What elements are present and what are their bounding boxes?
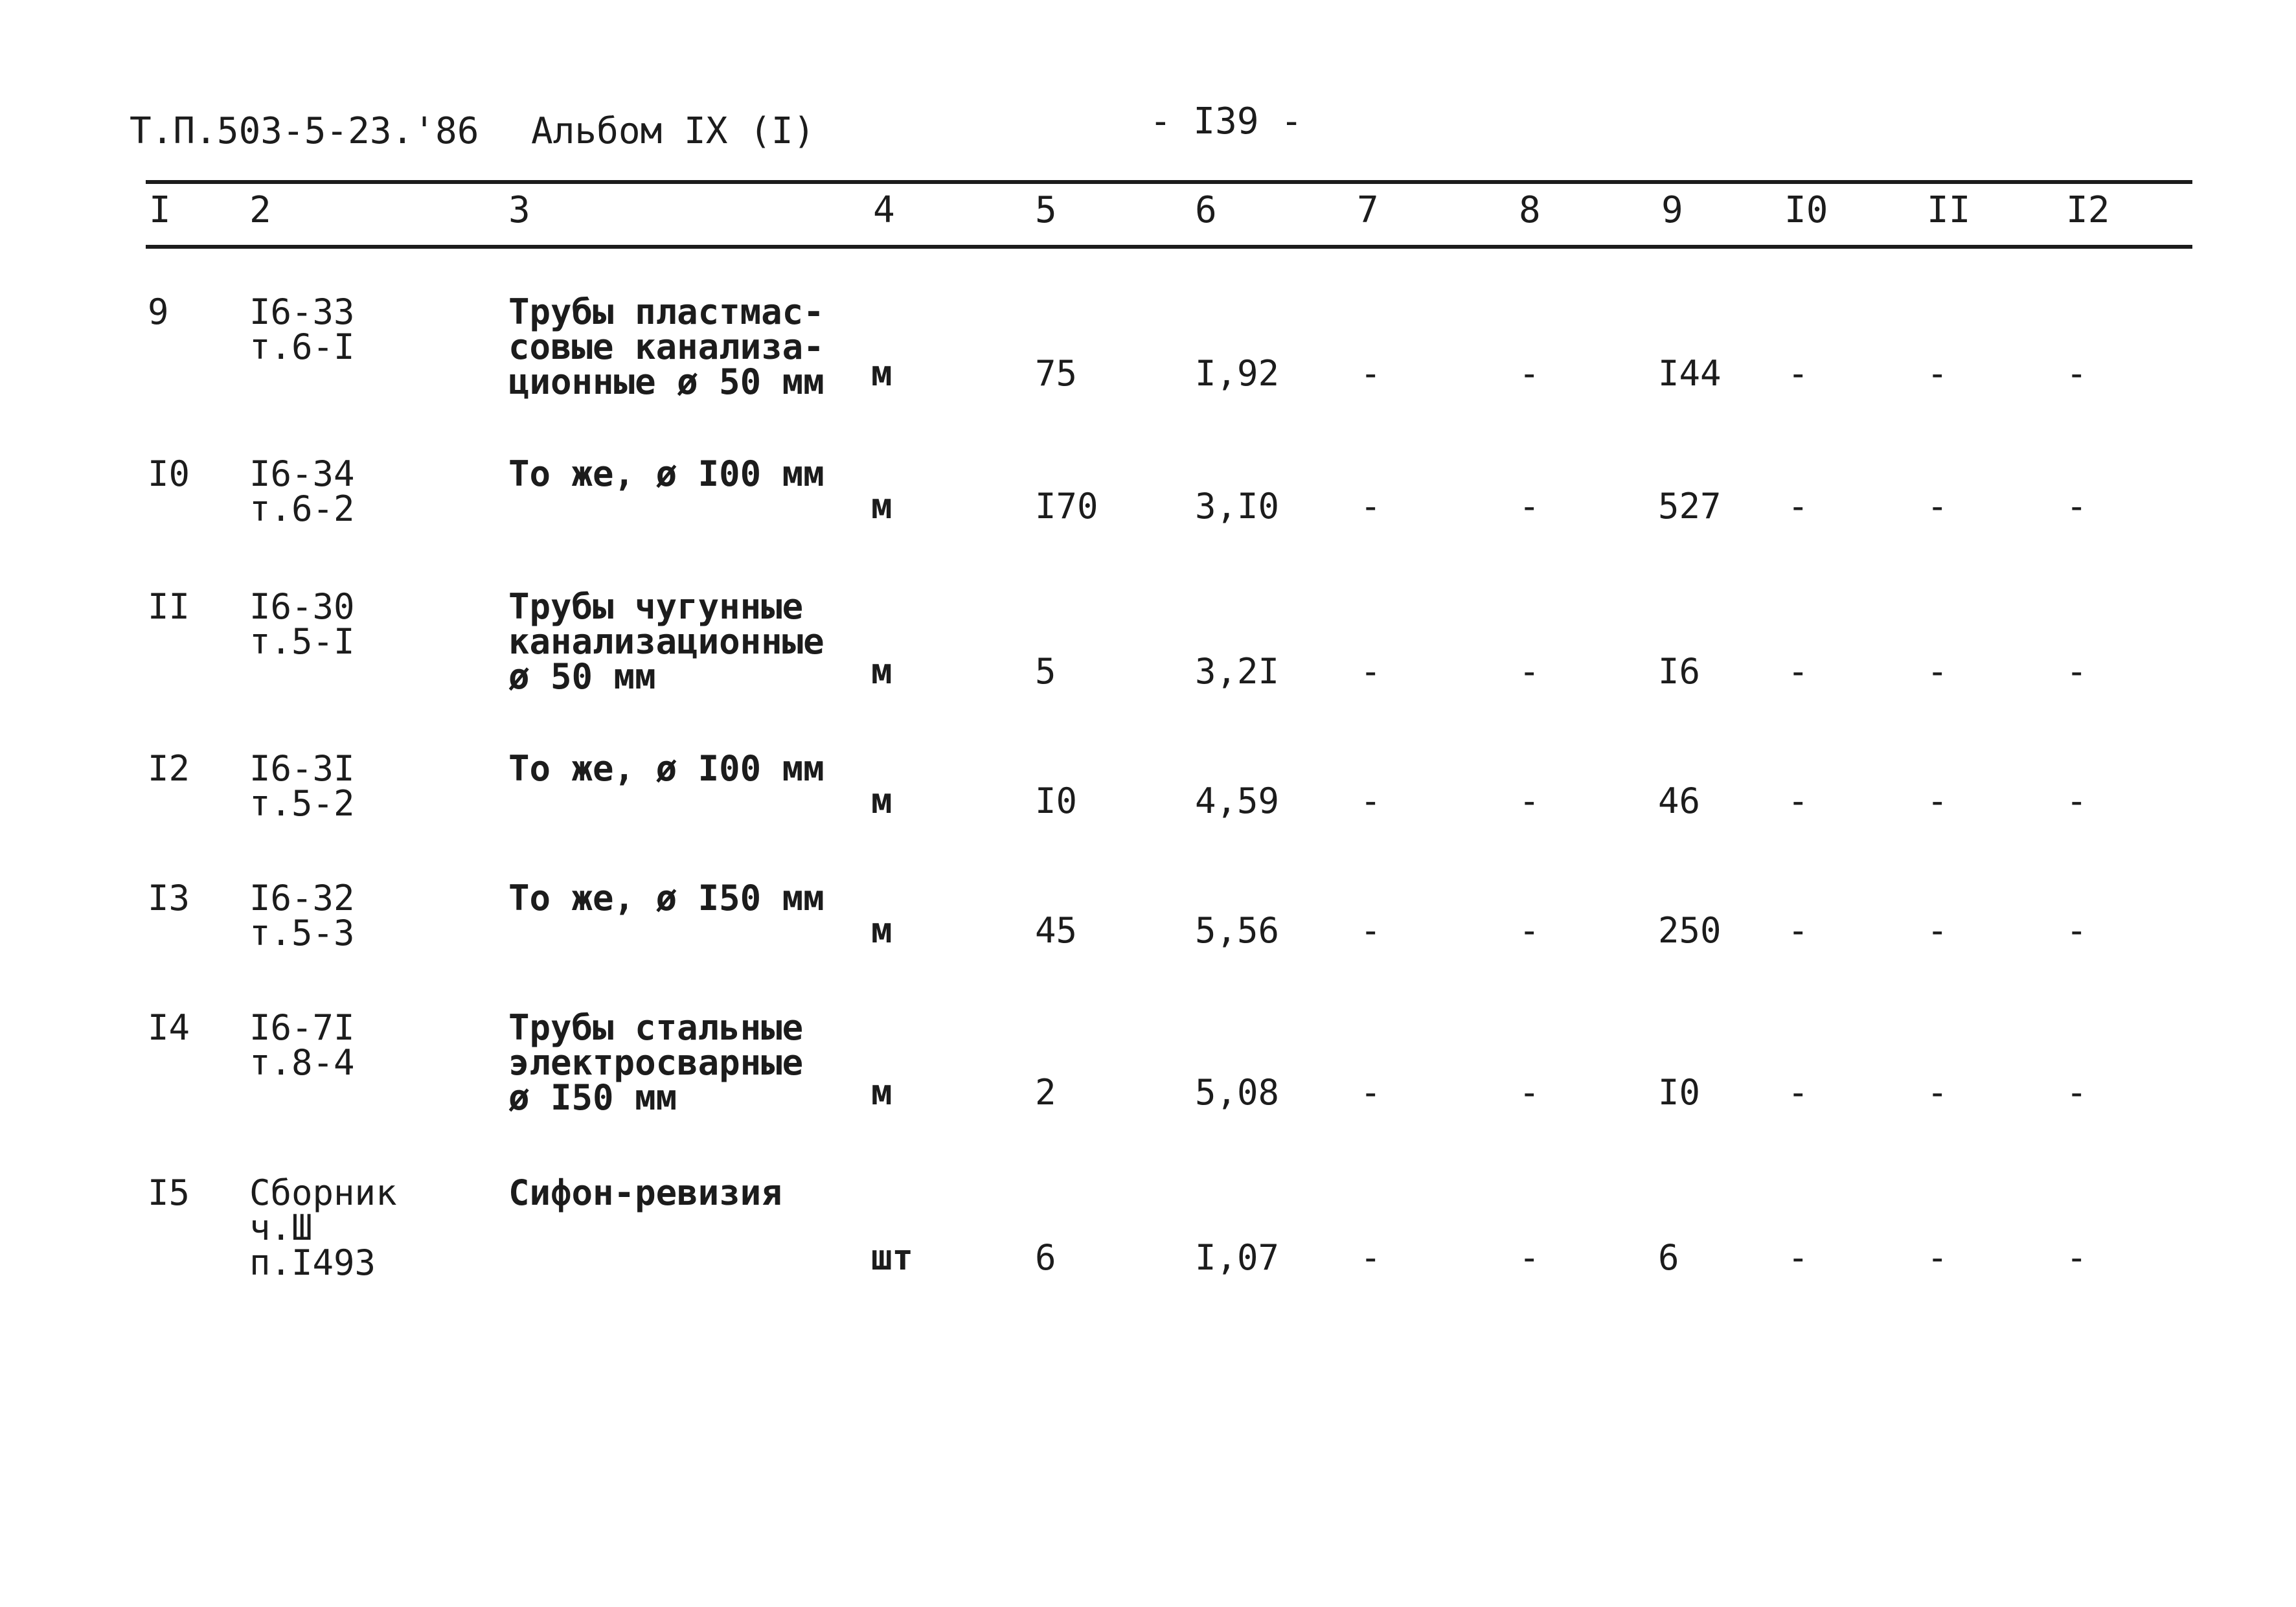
col10-value-line: - (1788, 1072, 1809, 1113)
work-description-line: То же, ø I00 мм (508, 748, 824, 789)
total-cost-line: 46 (1658, 781, 1701, 821)
rate-code (249, 878, 355, 953)
rate-code-line: т.5-2 (249, 783, 355, 824)
rate-code-line: т.8-4 (249, 1042, 355, 1083)
unit (871, 1072, 892, 1113)
col11-value (1927, 910, 1948, 951)
col7-value-line: - (1360, 781, 1381, 821)
total-cost (1658, 1237, 1679, 1278)
col7-value (1360, 1237, 1381, 1278)
col10-value-line: - (1788, 486, 1809, 527)
rate-code-line: т.6-2 (249, 488, 355, 529)
col7-value-line: - (1360, 910, 1381, 951)
work-description-line: Сифон-ревизия (508, 1172, 782, 1213)
work-description-line: совые канализа- (508, 326, 824, 367)
rate-code (249, 1007, 355, 1083)
table-top-rule (146, 180, 2192, 184)
unit (871, 486, 892, 527)
quantity (1035, 353, 1078, 394)
quantity-line: 75 (1035, 353, 1078, 394)
unit-price-line: I,07 (1195, 1237, 1280, 1278)
album-title: Альбом IX (I) (531, 110, 815, 152)
rate-code-line: ч.Ш (249, 1207, 313, 1248)
total-cost (1658, 486, 1722, 527)
work-description-line: канализационные (508, 621, 824, 662)
col7-value-line: - (1360, 1237, 1381, 1278)
col10-value (1788, 486, 1809, 527)
col8-value (1519, 353, 1540, 394)
unit-price (1195, 486, 1280, 527)
column-number: 4 (873, 189, 895, 231)
col12-value-line: - (2066, 910, 2087, 951)
col12-value (2066, 1237, 2087, 1278)
quantity (1035, 910, 1078, 951)
col8-value (1519, 781, 1540, 821)
unit-price (1195, 910, 1280, 951)
unit (871, 1237, 914, 1278)
column-number: 5 (1035, 189, 1057, 231)
work-description (508, 586, 824, 697)
col11-value-line: - (1927, 781, 1948, 821)
work-description (508, 291, 824, 402)
unit-price-line: 3,2I (1195, 651, 1280, 692)
col11-value (1927, 1072, 1948, 1113)
work-description-line: Трубы чугунные (508, 586, 804, 627)
col8-value (1519, 910, 1540, 951)
work-description (508, 1007, 804, 1118)
col12-value (2066, 651, 2087, 692)
row-number-line: II (148, 586, 190, 627)
column-number: I0 (1784, 189, 1828, 231)
work-description (508, 748, 824, 789)
col7-value-line: - (1360, 1072, 1381, 1113)
col10-value (1788, 651, 1809, 692)
rate-code (249, 291, 355, 367)
col7-value-line: - (1360, 486, 1381, 527)
col8-value-line: - (1519, 1072, 1540, 1113)
work-description-line: То же, ø I50 мм (508, 878, 824, 918)
unit-line: м (871, 781, 892, 821)
work-description-line: Трубы стальные (508, 1007, 804, 1048)
col8-value (1519, 1072, 1540, 1113)
rate-code-line: I6-3I (249, 748, 355, 789)
quantity-line: I0 (1035, 781, 1078, 821)
quantity-line: 5 (1035, 651, 1056, 692)
col11-value-line: - (1927, 910, 1948, 951)
rate-code-line: т.5-3 (249, 913, 355, 953)
col11-value (1927, 781, 1948, 821)
col11-value (1927, 353, 1948, 394)
row-number (148, 748, 190, 789)
col11-value-line: - (1927, 651, 1948, 692)
col8-value-line: - (1519, 781, 1540, 821)
col7-value (1360, 1072, 1381, 1113)
col10-value-line: - (1788, 910, 1809, 951)
unit-line: м (871, 1072, 892, 1113)
total-cost-line: 250 (1658, 910, 1722, 951)
col10-value-line: - (1788, 353, 1809, 394)
col10-value (1788, 910, 1809, 951)
row-number-line: 9 (148, 291, 169, 332)
col8-value-line: - (1519, 353, 1540, 394)
column-number: 7 (1357, 189, 1379, 231)
unit-price (1195, 651, 1280, 692)
quantity-line: 2 (1035, 1072, 1056, 1113)
col11-value (1927, 651, 1948, 692)
work-description (508, 878, 824, 918)
col7-value (1360, 486, 1381, 527)
quantity-line: I70 (1035, 486, 1098, 527)
work-description-line: То же, ø I00 мм (508, 453, 824, 494)
col8-value-line: - (1519, 486, 1540, 527)
total-cost (1658, 353, 1722, 394)
total-cost-line: 527 (1658, 486, 1722, 527)
col11-value-line: - (1927, 1072, 1948, 1113)
rate-code-line: Сборник (249, 1172, 397, 1213)
col7-value-line: - (1360, 651, 1381, 692)
col8-value (1519, 1237, 1540, 1278)
col11-value-line: - (1927, 353, 1948, 394)
col11-value-line: - (1927, 1237, 1948, 1278)
total-cost-line: I44 (1658, 353, 1722, 394)
unit-line: м (871, 651, 892, 692)
total-cost-line: 6 (1658, 1237, 1679, 1278)
column-number: 6 (1195, 189, 1217, 231)
col7-value (1360, 781, 1381, 821)
col8-value-line: - (1519, 910, 1540, 951)
rate-code-line: т.6-I (249, 326, 355, 367)
unit-line: шт (871, 1237, 914, 1278)
col8-value-line: - (1519, 1237, 1540, 1278)
col10-value-line: - (1788, 781, 1809, 821)
work-description-line: ционные ø 50 мм (508, 361, 824, 402)
unit (871, 781, 892, 821)
col7-value (1360, 910, 1381, 951)
table-header-rule (146, 245, 2192, 249)
rate-code-line: т.5-I (249, 621, 355, 662)
col11-value-line: - (1927, 486, 1948, 527)
column-number: 3 (508, 189, 530, 231)
col12-value-line: - (2066, 1237, 2087, 1278)
total-cost (1658, 651, 1701, 692)
rate-code-line: I6-34 (249, 453, 355, 494)
unit-price-line: 4,59 (1195, 781, 1280, 821)
col10-value (1788, 353, 1809, 394)
col7-value-line: - (1360, 353, 1381, 394)
column-number: I (149, 189, 171, 231)
row-number (148, 1007, 190, 1048)
row-number (148, 878, 190, 918)
quantity (1035, 651, 1056, 692)
col10-value-line: - (1788, 651, 1809, 692)
unit-price-line: 3,I0 (1195, 486, 1280, 527)
col12-value-line: - (2066, 651, 2087, 692)
rate-code-line: I6-32 (249, 878, 355, 918)
row-number-line: I2 (148, 748, 190, 789)
col7-value (1360, 651, 1381, 692)
quantity (1035, 781, 1078, 821)
col8-value (1519, 486, 1540, 527)
rate-code (249, 748, 355, 824)
quantity-line: 6 (1035, 1237, 1056, 1278)
col12-value-line: - (2066, 353, 2087, 394)
unit-line: м (871, 486, 892, 527)
work-description-line: электросварные (508, 1042, 804, 1083)
column-number: 8 (1519, 189, 1541, 231)
quantity (1035, 1072, 1056, 1113)
col12-value (2066, 353, 2087, 394)
unit (871, 353, 892, 394)
work-description (508, 453, 824, 494)
col12-value-line: - (2066, 486, 2087, 527)
col10-value (1788, 1072, 1809, 1113)
col10-value-line: - (1788, 1237, 1809, 1278)
rate-code-line: I6-7I (249, 1007, 355, 1048)
col12-value (2066, 910, 2087, 951)
rate-code (249, 1172, 397, 1283)
row-number (148, 291, 169, 332)
row-number (148, 586, 190, 627)
column-number: I2 (2066, 189, 2110, 231)
quantity (1035, 1237, 1056, 1278)
row-number (148, 1172, 190, 1213)
rate-code (249, 453, 355, 529)
rate-code-line: I6-33 (249, 291, 355, 332)
column-number: 2 (249, 189, 271, 231)
unit (871, 910, 892, 951)
unit-price-line: 5,56 (1195, 910, 1280, 951)
unit-line: м (871, 353, 892, 394)
work-description-line: ø I50 мм (508, 1077, 677, 1118)
col12-value (2066, 486, 2087, 527)
unit-price (1195, 1237, 1280, 1278)
total-cost (1658, 1072, 1701, 1113)
row-number-line: I3 (148, 878, 190, 918)
rate-code-line: п.I493 (249, 1242, 376, 1283)
total-cost-line: I6 (1658, 651, 1701, 692)
unit-price (1195, 1072, 1280, 1113)
col12-value (2066, 1072, 2087, 1113)
total-cost-line: I0 (1658, 1072, 1701, 1113)
col8-value-line: - (1519, 651, 1540, 692)
unit-price-line: 5,08 (1195, 1072, 1280, 1113)
col10-value (1788, 781, 1809, 821)
row-number-line: I5 (148, 1172, 190, 1213)
work-description-line: Трубы пластмас- (508, 291, 824, 332)
quantity (1035, 486, 1098, 527)
col12-value-line: - (2066, 781, 2087, 821)
document-code: Т.П.503-5-23.'86 (130, 110, 479, 152)
unit-price (1195, 781, 1280, 821)
col7-value (1360, 353, 1381, 394)
col11-value (1927, 1237, 1948, 1278)
col10-value (1788, 1237, 1809, 1278)
work-description (508, 1172, 782, 1213)
column-number: 9 (1661, 189, 1683, 231)
unit (871, 651, 892, 692)
col12-value (2066, 781, 2087, 821)
unit-line: м (871, 910, 892, 951)
row-number-line: I0 (148, 453, 190, 494)
unit-price (1195, 353, 1280, 394)
total-cost (1658, 910, 1722, 951)
rate-code-line: I6-30 (249, 586, 355, 627)
page-number: - I39 - (1150, 100, 1303, 142)
work-description-line: ø 50 мм (508, 656, 656, 697)
quantity-line: 45 (1035, 910, 1078, 951)
col12-value-line: - (2066, 1072, 2087, 1113)
col11-value (1927, 486, 1948, 527)
unit-price-line: I,92 (1195, 353, 1280, 394)
row-number-line: I4 (148, 1007, 190, 1048)
column-number: II (1927, 189, 1971, 231)
total-cost (1658, 781, 1701, 821)
col8-value (1519, 651, 1540, 692)
row-number (148, 453, 190, 494)
rate-code (249, 586, 355, 662)
